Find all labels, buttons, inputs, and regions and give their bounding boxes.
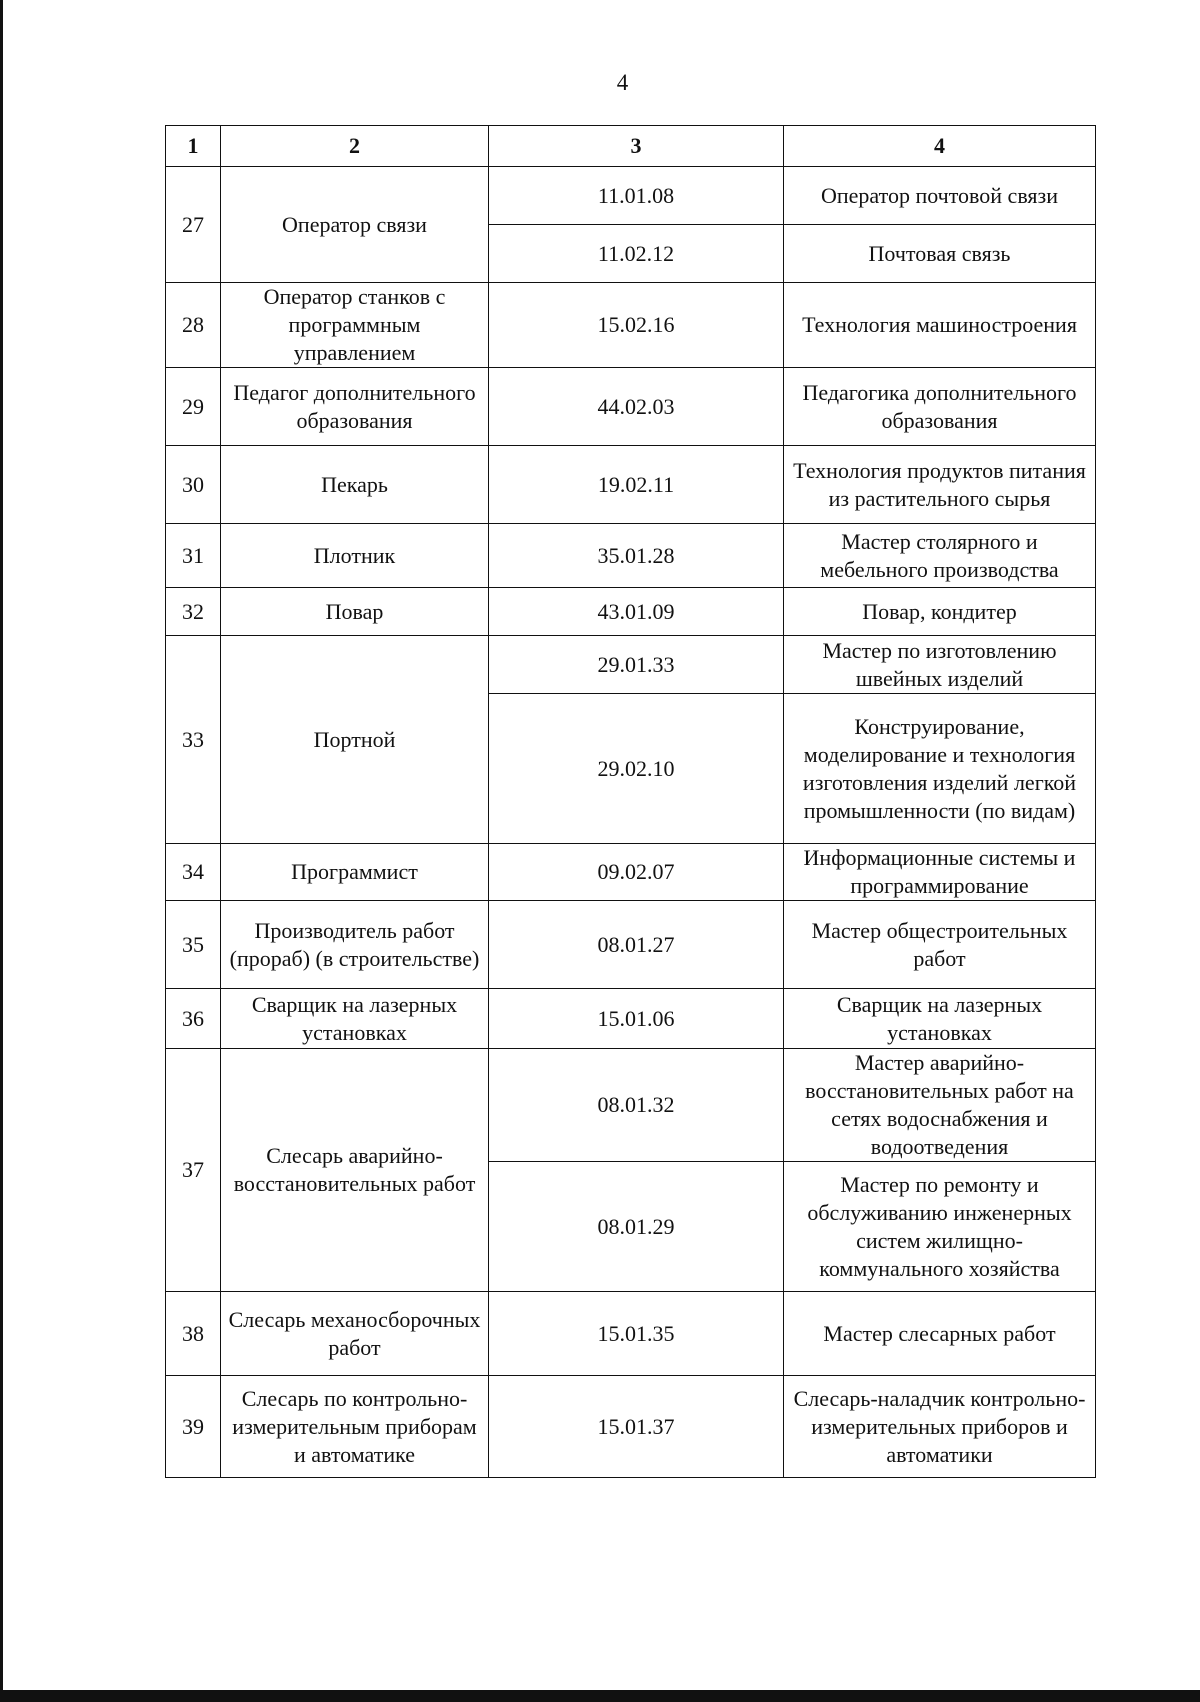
profession-cell: Пекарь (221, 446, 489, 524)
row-number: 36 (166, 989, 221, 1049)
spec-code-cell: 11.02.12 (489, 225, 784, 283)
row-number: 28 (166, 283, 221, 368)
spec-code-cell: 35.01.28 (489, 524, 784, 588)
spec-code-cell: 08.01.29 (489, 1162, 784, 1292)
spec-code-cell: 43.01.09 (489, 588, 784, 636)
profession-cell: Слесарь механосборочных работ (221, 1292, 489, 1376)
page-number: 4 (616, 70, 629, 95)
table-row (166, 446, 1096, 524)
spec-name-cell: Почтовая связь (784, 225, 1096, 283)
row-number: 32 (166, 588, 221, 636)
spec-name-cell: Информационные системы и программирование (784, 844, 1096, 901)
header-col-4: 4 (784, 126, 1096, 167)
table-row (166, 167, 1096, 225)
table-row (166, 989, 1096, 1049)
spec-code-cell: 29.02.10 (489, 694, 784, 844)
profession-cell: Педагог дополнительного образования (221, 368, 489, 446)
table-row (166, 1376, 1096, 1478)
table-row (166, 1049, 1096, 1162)
row-number: 29 (166, 368, 221, 446)
spec-code-cell: 19.02.11 (489, 446, 784, 524)
table-row (166, 901, 1096, 989)
professions-table (165, 125, 1096, 1478)
spec-name-cell: Технология продуктов питания из растительного сырья (784, 446, 1096, 524)
spec-code-cell: 08.01.32 (489, 1049, 784, 1162)
spec-code-cell: 15.01.06 (489, 989, 784, 1049)
row-number: 31 (166, 524, 221, 588)
row-number: 37 (166, 1049, 221, 1292)
spec-name-cell: Технология машиностроения (784, 283, 1096, 368)
row-number: 34 (166, 844, 221, 901)
spec-name-cell: Мастер по изготовлению швейных изделий (784, 636, 1096, 694)
row-number: 33 (166, 636, 221, 844)
table-row (166, 844, 1096, 901)
spec-name-cell: Педагогика дополнительного образования (784, 368, 1096, 446)
profession-cell: Оператор связи (221, 167, 489, 283)
spec-name-cell: Мастер общестроительных работ (784, 901, 1096, 989)
spec-name-cell: Конструирование, моделирование и технология изготовления изделий легкой промышленности (по видам) (784, 694, 1096, 844)
table-body (166, 167, 1096, 1478)
spec-name-cell: Мастер слесарных работ (784, 1292, 1096, 1376)
header-col-3: 3 (489, 126, 784, 167)
spec-code-cell: 08.01.27 (489, 901, 784, 989)
header-col-1: 1 (166, 126, 221, 167)
table-row (166, 368, 1096, 446)
profession-cell: Производитель работ (прораб) (в строительстве) (221, 901, 489, 989)
spec-code-cell: 15.01.35 (489, 1292, 784, 1376)
profession-cell: Программист (221, 844, 489, 901)
row-number: 39 (166, 1376, 221, 1478)
table-row (166, 588, 1096, 636)
row-number: 30 (166, 446, 221, 524)
profession-cell: Повар (221, 588, 489, 636)
row-number: 35 (166, 901, 221, 989)
spec-name-cell: Мастер столярного и мебельного производства (784, 524, 1096, 588)
spec-code-cell: 29.01.33 (489, 636, 784, 694)
table-header-row (166, 126, 1096, 167)
table-row (166, 283, 1096, 368)
profession-cell: Слесарь аварийно-восстановительных работ (221, 1049, 489, 1292)
spec-code-cell: 11.01.08 (489, 167, 784, 225)
spec-name-cell: Оператор почтовой связи (784, 167, 1096, 225)
profession-cell: Портной (221, 636, 489, 844)
spec-code-cell: 15.02.16 (489, 283, 784, 368)
spec-name-cell: Сварщик на лазерных установках (784, 989, 1096, 1049)
profession-cell: Оператор станков с программным управлением (221, 283, 489, 368)
table-row (166, 524, 1096, 588)
spec-name-cell: Мастер по ремонту и обслуживанию инженерных систем жилищно-коммунального хозяйства (784, 1162, 1096, 1292)
spec-code-cell: 15.01.37 (489, 1376, 784, 1478)
table-row (166, 636, 1096, 694)
profession-cell: Слесарь по контрольно-измерительным приборам и автоматике (221, 1376, 489, 1478)
scan-edge-bottom (0, 1690, 1200, 1702)
header-col-2: 2 (221, 126, 489, 167)
table-row (166, 1292, 1096, 1376)
spec-code-cell: 44.02.03 (489, 368, 784, 446)
profession-cell: Плотник (221, 524, 489, 588)
spec-name-cell: Повар, кондитер (784, 588, 1096, 636)
spec-name-cell: Слесарь-наладчик контрольно-измерительных приборов и автоматики (784, 1376, 1096, 1478)
spec-name-cell: Мастер аварийно-восстановительных работ на сетях водоснабжения и водоотведения (784, 1049, 1096, 1162)
profession-cell: Сварщик на лазерных установках (221, 989, 489, 1049)
row-number: 27 (166, 167, 221, 283)
spec-code-cell: 09.02.07 (489, 844, 784, 901)
scan-edge-left (0, 0, 3, 1702)
row-number: 38 (166, 1292, 221, 1376)
